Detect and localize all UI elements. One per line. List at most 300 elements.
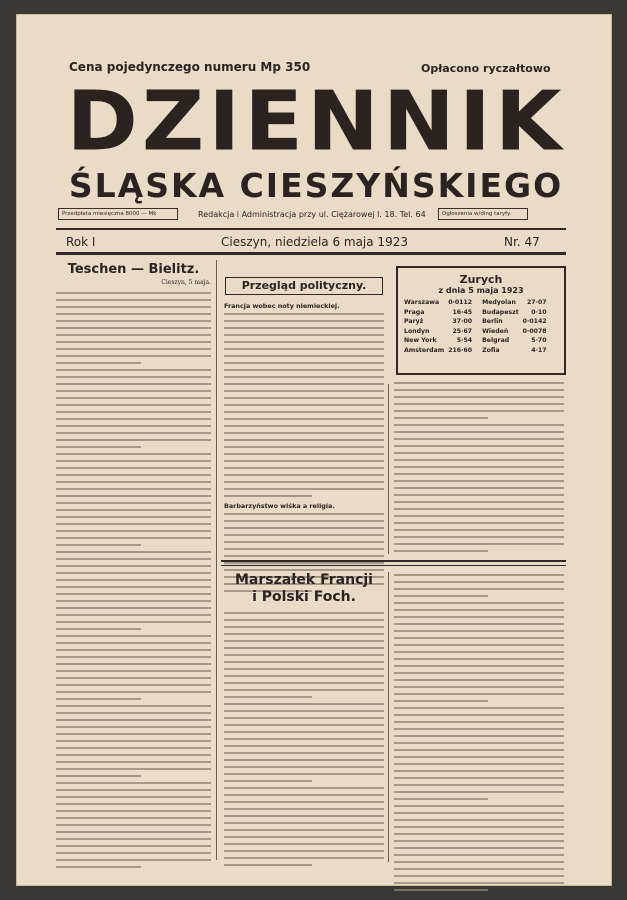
text-line bbox=[56, 572, 211, 574]
exchange-row bbox=[402, 327, 474, 337]
text-line bbox=[56, 719, 211, 721]
text-line bbox=[394, 466, 564, 468]
text-line bbox=[394, 651, 564, 653]
text-line bbox=[56, 362, 141, 364]
francja-lead: Francja wobec noty niemieckiej. bbox=[224, 302, 340, 310]
text-line bbox=[56, 460, 211, 462]
text-line bbox=[56, 845, 211, 847]
text-line bbox=[224, 780, 312, 782]
text-line bbox=[394, 417, 488, 419]
text-line bbox=[394, 438, 564, 440]
text-line bbox=[56, 558, 211, 560]
text-line bbox=[56, 796, 211, 798]
text-line bbox=[56, 831, 211, 833]
exchange-row bbox=[402, 336, 474, 346]
text-line bbox=[394, 644, 564, 646]
newspaper-title: DZIENNIK bbox=[66, 74, 566, 170]
exchange-city: Praga bbox=[404, 308, 425, 316]
newspaper-page bbox=[16, 14, 612, 886]
text-line bbox=[394, 784, 564, 786]
text-line bbox=[56, 803, 211, 805]
text-line bbox=[56, 593, 211, 595]
text-line bbox=[56, 523, 211, 525]
exchange-city: Warszawa bbox=[404, 299, 440, 306]
text-line bbox=[394, 805, 564, 807]
text-line bbox=[394, 581, 564, 583]
text-line bbox=[224, 348, 384, 350]
text-line bbox=[394, 826, 564, 828]
ads-box: Ogłoszenia w/ding taryfy. bbox=[438, 208, 528, 220]
text-line bbox=[56, 516, 211, 518]
text-line bbox=[56, 838, 211, 840]
text-line bbox=[56, 740, 211, 742]
text-line bbox=[56, 726, 211, 728]
text-line bbox=[56, 649, 211, 651]
text-line bbox=[224, 759, 384, 761]
text-line bbox=[56, 313, 211, 315]
exchange-row bbox=[480, 308, 548, 318]
text-line bbox=[56, 495, 211, 497]
section-rule-thin bbox=[221, 565, 566, 566]
text-line bbox=[394, 756, 564, 758]
text-line bbox=[224, 527, 384, 529]
issue-price: Cena pojedynczego numeru Mp 350 bbox=[69, 60, 311, 74]
exchange-rate: 0·0112 bbox=[448, 299, 473, 306]
text-line bbox=[394, 574, 564, 576]
text-line bbox=[394, 889, 488, 891]
text-line bbox=[394, 847, 564, 849]
text-line bbox=[394, 707, 564, 709]
text-line bbox=[56, 530, 211, 532]
text-line bbox=[394, 602, 564, 604]
text-line bbox=[224, 626, 384, 628]
exchange-city: Medyolan bbox=[482, 299, 516, 306]
exchange-date: z dnia 5 maja 1923 bbox=[438, 286, 524, 295]
text-line bbox=[224, 418, 384, 420]
text-line bbox=[56, 663, 211, 665]
text-line bbox=[56, 551, 211, 553]
text-line bbox=[394, 749, 564, 751]
text-line bbox=[224, 752, 384, 754]
text-line bbox=[56, 621, 211, 623]
text-line bbox=[56, 635, 211, 637]
text-line bbox=[394, 630, 564, 632]
exchange-row bbox=[402, 317, 474, 327]
text-line bbox=[224, 390, 384, 392]
text-line bbox=[56, 677, 211, 679]
exchange-row bbox=[480, 317, 548, 327]
text-line bbox=[56, 754, 211, 756]
text-line bbox=[224, 654, 384, 656]
przeglad-article bbox=[224, 302, 384, 597]
text-line bbox=[224, 404, 384, 406]
exchange-row bbox=[480, 346, 548, 356]
text-line bbox=[394, 770, 564, 772]
text-line bbox=[224, 724, 384, 726]
text-line bbox=[56, 376, 211, 378]
exchange-table-right bbox=[480, 298, 548, 355]
text-line bbox=[394, 522, 564, 524]
exchange-rate: 4·17 bbox=[531, 346, 547, 354]
text-line bbox=[394, 431, 564, 433]
foch-title-2: i Polski Foch. bbox=[252, 589, 356, 605]
text-line bbox=[224, 411, 384, 413]
text-line bbox=[224, 668, 384, 670]
text-line bbox=[224, 857, 384, 859]
text-line bbox=[394, 543, 564, 545]
exchange-table-left bbox=[402, 298, 474, 355]
text-line bbox=[56, 544, 141, 546]
text-line bbox=[394, 494, 564, 496]
newspaper-subtitle: ŚLĄSKA CIESZYŃSKIEGO bbox=[68, 166, 564, 205]
text-line bbox=[56, 642, 211, 644]
text-line bbox=[56, 467, 211, 469]
text-line bbox=[56, 684, 211, 686]
text-line bbox=[224, 327, 384, 329]
text-line bbox=[224, 633, 384, 635]
text-line bbox=[394, 686, 564, 688]
text-line bbox=[56, 712, 211, 714]
text-line bbox=[224, 520, 384, 522]
text-line bbox=[394, 424, 564, 426]
foch-continued-body bbox=[394, 574, 564, 891]
text-line bbox=[224, 495, 312, 497]
text-line bbox=[56, 614, 211, 616]
przeglad-heading: Przegląd polityczny. bbox=[225, 277, 383, 295]
text-line bbox=[56, 733, 211, 735]
text-line bbox=[224, 320, 384, 322]
text-line bbox=[224, 432, 384, 434]
text-line bbox=[224, 562, 384, 564]
exchange-rate: 5·70 bbox=[531, 337, 547, 344]
text-line bbox=[56, 306, 211, 308]
text-line bbox=[56, 866, 141, 868]
text-line bbox=[56, 600, 211, 602]
text-line bbox=[224, 376, 384, 378]
text-line bbox=[224, 488, 384, 490]
francja-body bbox=[224, 313, 384, 497]
masthead-rule bbox=[56, 228, 566, 230]
right-article bbox=[394, 382, 564, 557]
text-line bbox=[394, 735, 564, 737]
foch-body bbox=[224, 612, 384, 866]
text-line bbox=[394, 728, 564, 730]
text-line bbox=[224, 513, 384, 515]
text-line bbox=[224, 717, 384, 719]
text-line bbox=[394, 616, 564, 618]
text-line bbox=[394, 791, 564, 793]
text-line bbox=[394, 882, 564, 884]
text-line bbox=[224, 745, 384, 747]
text-line bbox=[224, 731, 384, 733]
text-line bbox=[56, 502, 211, 504]
text-line bbox=[394, 812, 564, 814]
issue-year: Rok I bbox=[66, 235, 96, 249]
text-line bbox=[56, 824, 211, 826]
teschen-article bbox=[56, 262, 211, 873]
exchange-city: Londyn bbox=[404, 327, 430, 335]
text-line bbox=[224, 313, 384, 315]
text-line bbox=[56, 768, 211, 770]
issue-place-date: Cieszyn, niedziela 6 maja 1923 bbox=[221, 235, 408, 249]
text-line bbox=[56, 509, 211, 511]
barbarzynstwo-lead: Barbarzyństwo wiśka a religia. bbox=[224, 502, 335, 510]
text-line bbox=[224, 647, 384, 649]
text-line bbox=[56, 817, 211, 819]
text-line bbox=[56, 775, 141, 777]
text-line bbox=[224, 836, 384, 838]
text-line bbox=[224, 710, 384, 712]
text-line bbox=[224, 534, 384, 536]
text-line bbox=[224, 675, 384, 677]
text-line bbox=[224, 446, 384, 448]
text-line bbox=[224, 383, 384, 385]
text-line bbox=[394, 854, 564, 856]
text-line bbox=[224, 334, 384, 336]
text-line bbox=[56, 691, 211, 693]
exchange-row bbox=[402, 298, 474, 308]
exchange-city: Zofia bbox=[482, 346, 500, 354]
text-line bbox=[394, 637, 564, 639]
text-line bbox=[224, 481, 384, 483]
section-rule bbox=[221, 560, 566, 562]
exchange-rate: 5·54 bbox=[456, 337, 473, 344]
text-line bbox=[394, 445, 564, 447]
exchange-city: New York bbox=[404, 337, 437, 344]
text-line bbox=[394, 868, 564, 870]
text-line bbox=[394, 658, 564, 660]
text-line bbox=[394, 550, 488, 552]
text-line bbox=[394, 665, 564, 667]
column-rule bbox=[216, 260, 217, 860]
text-line bbox=[56, 586, 211, 588]
text-line bbox=[394, 459, 564, 461]
text-line bbox=[56, 341, 211, 343]
text-line bbox=[56, 383, 211, 385]
text-line bbox=[224, 773, 384, 775]
text-line bbox=[224, 843, 384, 845]
text-line bbox=[224, 397, 384, 399]
text-line bbox=[56, 369, 211, 371]
exchange-rates-box bbox=[396, 266, 566, 375]
text-line bbox=[56, 292, 211, 294]
postage-note: Opłacono ryczałtowo bbox=[421, 62, 551, 75]
text-line bbox=[56, 852, 211, 854]
text-line bbox=[56, 628, 141, 630]
text-line bbox=[224, 696, 312, 698]
exchange-row bbox=[402, 346, 474, 356]
text-line bbox=[56, 404, 211, 406]
text-line bbox=[394, 609, 564, 611]
text-line bbox=[394, 623, 564, 625]
text-line bbox=[56, 320, 211, 322]
text-line bbox=[394, 833, 564, 835]
text-line bbox=[224, 738, 384, 740]
text-line bbox=[56, 446, 141, 448]
text-line bbox=[394, 473, 564, 475]
text-line bbox=[394, 672, 564, 674]
text-line bbox=[394, 819, 564, 821]
text-line bbox=[224, 766, 384, 768]
editorial-office: Redakcja i Administracja przy ul. Ciężarowej l. 18. Tel. 64 bbox=[198, 210, 426, 219]
text-line bbox=[224, 794, 384, 796]
issue-number: Nr. 47 bbox=[504, 235, 540, 249]
text-line bbox=[56, 537, 211, 539]
text-line bbox=[224, 787, 384, 789]
text-line bbox=[224, 474, 384, 476]
text-line bbox=[56, 481, 211, 483]
column-rule bbox=[388, 384, 389, 554]
text-line bbox=[56, 782, 211, 784]
text-line bbox=[224, 801, 384, 803]
text-line bbox=[224, 822, 384, 824]
exchange-city: Amsterdam bbox=[404, 346, 445, 354]
text-line bbox=[224, 555, 384, 557]
foch-continued bbox=[394, 574, 564, 896]
text-line bbox=[56, 670, 211, 672]
text-line bbox=[224, 640, 384, 642]
text-line bbox=[56, 348, 211, 350]
text-line bbox=[56, 390, 211, 392]
subscription-box: Przedpłata miesięczna 8000 — Mk bbox=[58, 208, 178, 220]
text-line bbox=[224, 439, 384, 441]
text-line bbox=[394, 700, 488, 702]
text-line bbox=[56, 810, 211, 812]
text-line bbox=[56, 579, 211, 581]
text-line bbox=[394, 480, 564, 482]
text-line bbox=[394, 763, 564, 765]
exchange-rate: 0·10 bbox=[531, 308, 547, 316]
text-line bbox=[224, 619, 384, 621]
text-line bbox=[56, 355, 211, 357]
exchange-rate: 37·00 bbox=[452, 318, 473, 325]
text-line bbox=[394, 721, 564, 723]
text-line bbox=[394, 777, 564, 779]
text-line bbox=[224, 808, 384, 810]
text-line bbox=[394, 714, 564, 716]
text-line bbox=[224, 369, 384, 371]
text-line bbox=[56, 474, 211, 476]
text-line bbox=[224, 612, 384, 614]
text-line bbox=[394, 452, 564, 454]
right-article-body bbox=[394, 382, 564, 552]
text-line bbox=[224, 541, 384, 543]
exchange-row bbox=[480, 336, 548, 346]
exchange-rate: 16·45 bbox=[452, 308, 473, 316]
text-line bbox=[224, 453, 384, 455]
text-line bbox=[394, 403, 564, 405]
text-line bbox=[56, 859, 211, 861]
text-line bbox=[224, 682, 384, 684]
text-line bbox=[56, 425, 211, 427]
dateline-rule bbox=[56, 252, 566, 255]
exchange-city: Berlin bbox=[482, 318, 503, 325]
text-line bbox=[224, 355, 384, 357]
text-line bbox=[394, 487, 564, 489]
exchange-rate: 216·60 bbox=[448, 346, 473, 354]
text-line bbox=[56, 397, 211, 399]
foch-title-1: Marszałek Francji bbox=[235, 572, 373, 588]
text-line bbox=[394, 588, 564, 590]
text-line bbox=[224, 467, 384, 469]
text-line bbox=[224, 829, 384, 831]
text-line bbox=[224, 864, 312, 866]
text-line bbox=[394, 798, 488, 800]
text-line bbox=[56, 656, 211, 658]
exchange-city: Paryż bbox=[404, 318, 424, 325]
text-line bbox=[56, 411, 211, 413]
teschen-body bbox=[56, 292, 211, 868]
text-line bbox=[56, 789, 211, 791]
text-line bbox=[394, 536, 564, 538]
text-line bbox=[224, 703, 384, 705]
text-line bbox=[394, 396, 564, 398]
text-line bbox=[394, 861, 564, 863]
text-line bbox=[224, 569, 384, 571]
text-line bbox=[224, 341, 384, 343]
text-line bbox=[224, 460, 384, 462]
exchange-row bbox=[480, 298, 548, 308]
text-line bbox=[224, 661, 384, 663]
exchange-rate: 0·0078 bbox=[522, 327, 547, 335]
text-line bbox=[56, 418, 211, 420]
text-line bbox=[56, 698, 141, 700]
text-line bbox=[394, 693, 564, 695]
text-line bbox=[394, 679, 564, 681]
text-line bbox=[224, 548, 384, 550]
text-line bbox=[394, 410, 564, 412]
text-line bbox=[56, 432, 211, 434]
text-line bbox=[394, 382, 564, 384]
text-line bbox=[394, 529, 564, 531]
text-line bbox=[56, 565, 211, 567]
exchange-city: Budapeszt bbox=[482, 308, 519, 316]
text-line bbox=[56, 334, 211, 336]
text-line bbox=[224, 425, 384, 427]
text-line bbox=[56, 299, 211, 301]
text-line bbox=[224, 815, 384, 817]
exchange-rate: 0·0142 bbox=[522, 318, 547, 325]
text-line bbox=[394, 501, 564, 503]
text-line bbox=[56, 488, 211, 490]
text-line bbox=[394, 389, 564, 391]
text-line bbox=[56, 705, 211, 707]
text-line bbox=[394, 595, 488, 597]
text-line bbox=[56, 761, 211, 763]
exchange-row bbox=[480, 327, 548, 337]
text-line bbox=[394, 515, 564, 517]
text-line bbox=[56, 747, 211, 749]
exchange-rate: 25·67 bbox=[452, 327, 473, 335]
column-rule bbox=[388, 572, 389, 862]
teschen-title: Teschen — Bielitz. bbox=[67, 262, 200, 277]
text-line bbox=[224, 850, 384, 852]
text-line bbox=[394, 875, 564, 877]
text-line bbox=[56, 607, 211, 609]
teschen-dateline: Cieszyn, 5 maja. bbox=[161, 279, 211, 286]
exchange-city: Belgrad bbox=[482, 337, 510, 344]
text-line bbox=[56, 327, 211, 329]
text-line bbox=[394, 742, 564, 744]
text-line bbox=[394, 840, 564, 842]
exchange-rate: 27·07 bbox=[526, 299, 547, 306]
text-line bbox=[56, 439, 211, 441]
exchange-heading: Zurych bbox=[459, 273, 503, 286]
text-line bbox=[224, 689, 384, 691]
foch-article bbox=[224, 572, 384, 871]
text-line bbox=[394, 508, 564, 510]
exchange-row bbox=[402, 308, 474, 318]
